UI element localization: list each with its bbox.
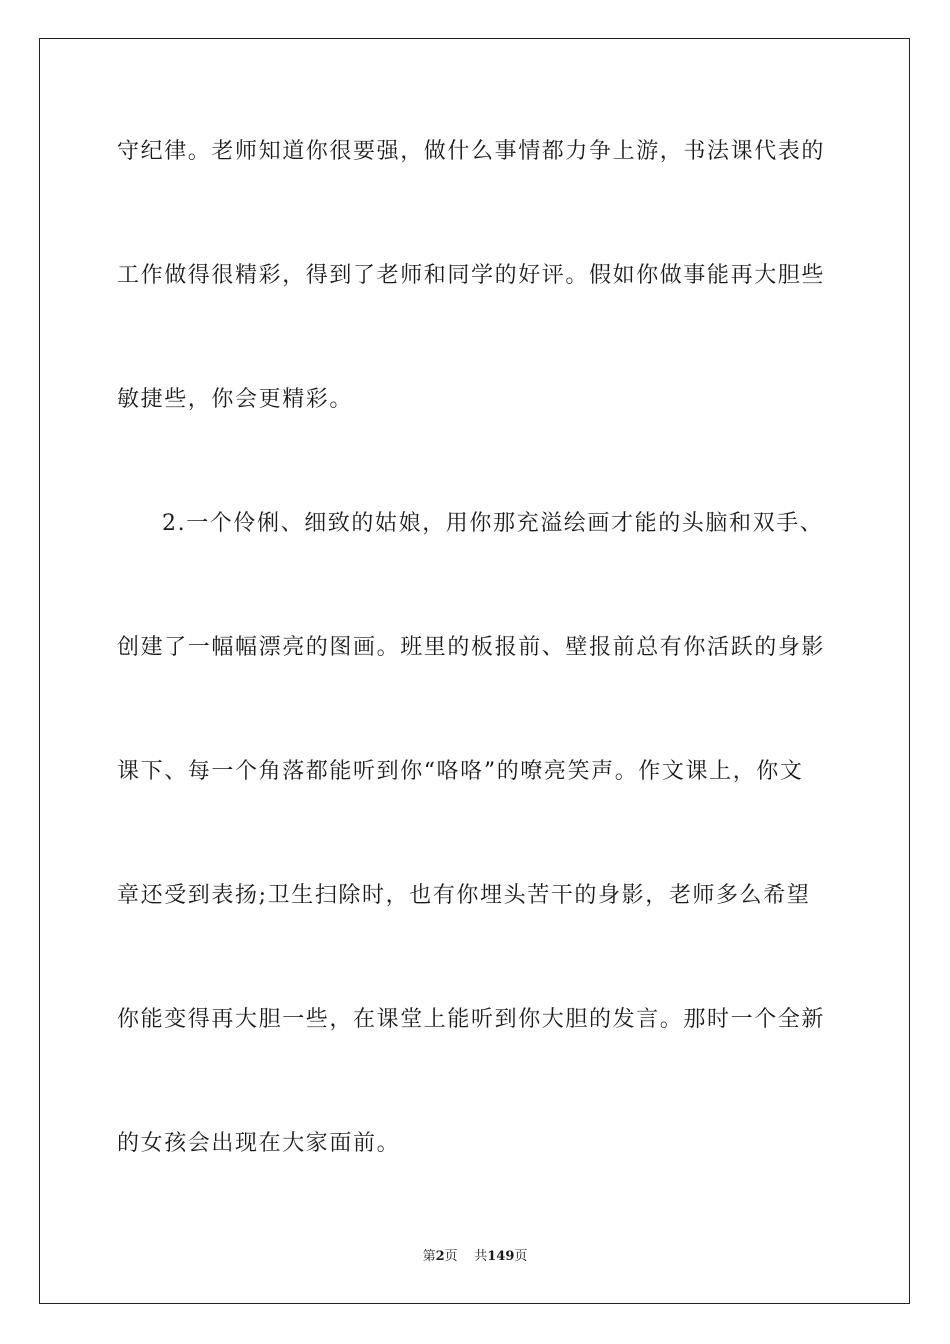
page-border — [39, 38, 910, 1304]
page-footer — [0, 1248, 950, 1266]
page-suffix: 页 — [444, 1249, 458, 1264]
text-line-5: 创建了一幅幅漂亮的图画。班里的板报前、壁报前总有你活跃的身影 — [117, 635, 826, 660]
text-line-2: 工作做得很精彩，得到了老师和同学的好评。假如你做事能再大胆些 — [117, 263, 826, 288]
text-line-7: 章还受到表扬;卫生扫除时，也有你埋头苦干的身影，老师多么希望 — [117, 883, 811, 908]
page-number: 2 — [435, 1249, 445, 1264]
text-line-3: 敏捷些，你会更精彩。 — [117, 387, 354, 412]
text-line-1: 守纪律。老师知道你很要强，做什么事情都力争上游，书法课代表的 — [117, 139, 826, 164]
total-suffix: 页 — [514, 1249, 528, 1264]
total-prefix: 共 — [474, 1249, 488, 1264]
page-prefix: 第 — [422, 1249, 436, 1264]
text-line-8: 你能变得再大胆一些，在课堂上能听到你大胆的发言。那时一个全新 — [117, 1007, 826, 1032]
text-line-6: 课下、每一个角落都能听到你“咯咯”的嘹亮笑声。作文课上，你文 — [117, 759, 804, 784]
total-pages: 149 — [487, 1249, 515, 1264]
text-line-9: 的女孩会出现在大家面前。 — [117, 1131, 401, 1156]
text-line-4: 2.一个伶俐、细致的姑娘，用你那充溢绘画才能的头脑和双手、 — [162, 511, 824, 536]
